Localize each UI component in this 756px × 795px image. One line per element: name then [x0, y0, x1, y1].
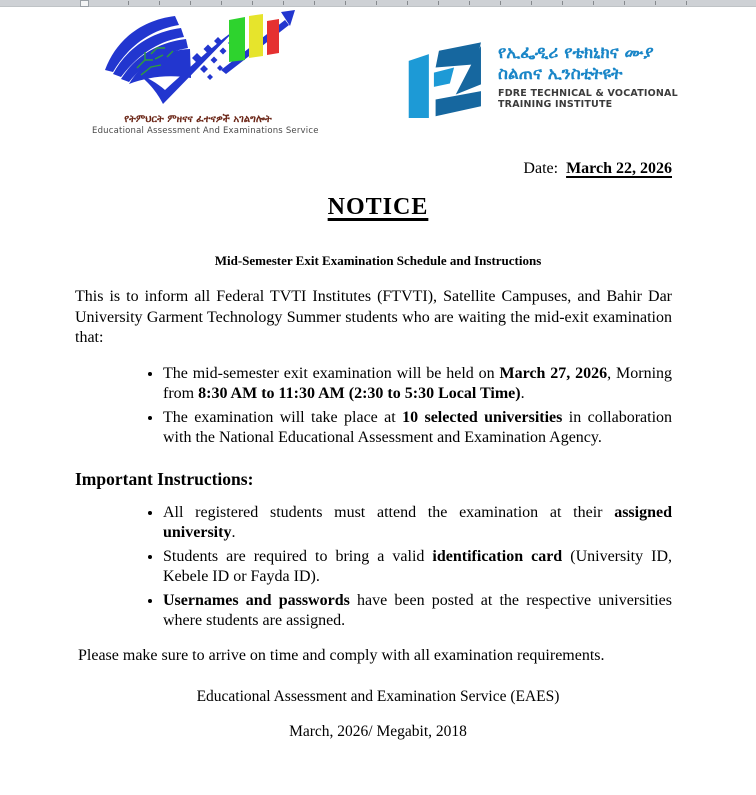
tvti-logo-text — [498, 42, 678, 110]
text-segment: . — [520, 385, 525, 402]
date-line — [0, 160, 672, 178]
instructions-heading: Important Instructions: — [75, 468, 254, 489]
bullet-item — [163, 364, 672, 405]
text-segment: in collaboration with the National Educational Assessment and Examination Agency. — [163, 408, 673, 446]
bullet-item — [163, 503, 672, 544]
schedule-bullet-list — [163, 364, 672, 449]
footer-date: March, 2026/ Megabit, 2018 — [289, 722, 467, 740]
intro-paragraph: This is to inform all Federal TVTI Institutes (FTVTI), Satellite Campuses, and Bahir Dar University Garment Technology Summer students who are waiting the mid-exit examination that: — [75, 288, 672, 346]
bold-text-segment: identification card — [432, 547, 563, 565]
tvti-english-line2: TRAINING INSTITUTE — [498, 99, 613, 110]
tvti-amharic-line1: የኢፌዲሪ የቴክኒክና ሙያ — [498, 43, 654, 63]
tvti-amharic-line2: ስልጠና ኢንስቲትዩት — [498, 64, 623, 84]
bold-text-segment: March 27, 2026 — [499, 364, 608, 382]
notice-subtitle: Mid-Semester Exit Examination Schedule and Instructions — [214, 253, 542, 268]
bullet-item — [163, 547, 672, 588]
bold-text-segment: assigned university — [163, 503, 672, 541]
bold-text-segment: 10 selected universities — [402, 408, 563, 426]
tvti-logo — [402, 42, 678, 120]
text-segment: The mid-semester exit examination will be held on — [163, 364, 500, 382]
tvti-emblem-icon — [402, 42, 486, 120]
footer-organization: Educational Assessment and Examination Service (EAES) — [196, 687, 560, 705]
bold-text-segment: Usernames and passwords — [163, 591, 350, 609]
document-header — [0, 0, 756, 152]
date-label: Date: — [523, 160, 559, 177]
text-segment: All registered students must attend the examination at their — [163, 503, 615, 521]
text-segment: . — [231, 524, 236, 541]
eaes-logo — [92, 8, 319, 136]
closing-paragraph: Please make sure to arrive on time and comply with all examination requirements. — [78, 646, 605, 664]
bullet-item — [163, 591, 672, 632]
instructions-bullet-list — [163, 503, 672, 632]
bullet-item — [163, 408, 672, 449]
text-segment: Students are required to bring a valid — [163, 547, 433, 565]
date-value: March 22, 2026 — [566, 160, 672, 177]
text-segment: have been posted at the respective universities where students are assigned. — [163, 591, 673, 629]
tvti-english-line1: FDRE TECHNICAL & VOCATIONAL — [498, 88, 678, 99]
eaes-logo-amharic-text: የትምህርት ምዘናና ፈተናዎች አገልግሎት — [124, 114, 272, 125]
eaes-book-checkmark-icon — [92, 8, 304, 108]
eaes-logo-english-text: Educational Assessment And Examinations Service — [92, 126, 319, 136]
text-segment: (University ID, Kebele ID or Fayda ID). — [163, 547, 673, 585]
notice-title: NOTICE — [327, 194, 429, 220]
bold-text-segment: 8:30 AM to 11:30 AM (2:30 to 5:30 Local Time) — [198, 385, 521, 402]
text-segment: , Morning from — [163, 364, 673, 402]
text-segment: The examination will take place at — [163, 408, 403, 426]
